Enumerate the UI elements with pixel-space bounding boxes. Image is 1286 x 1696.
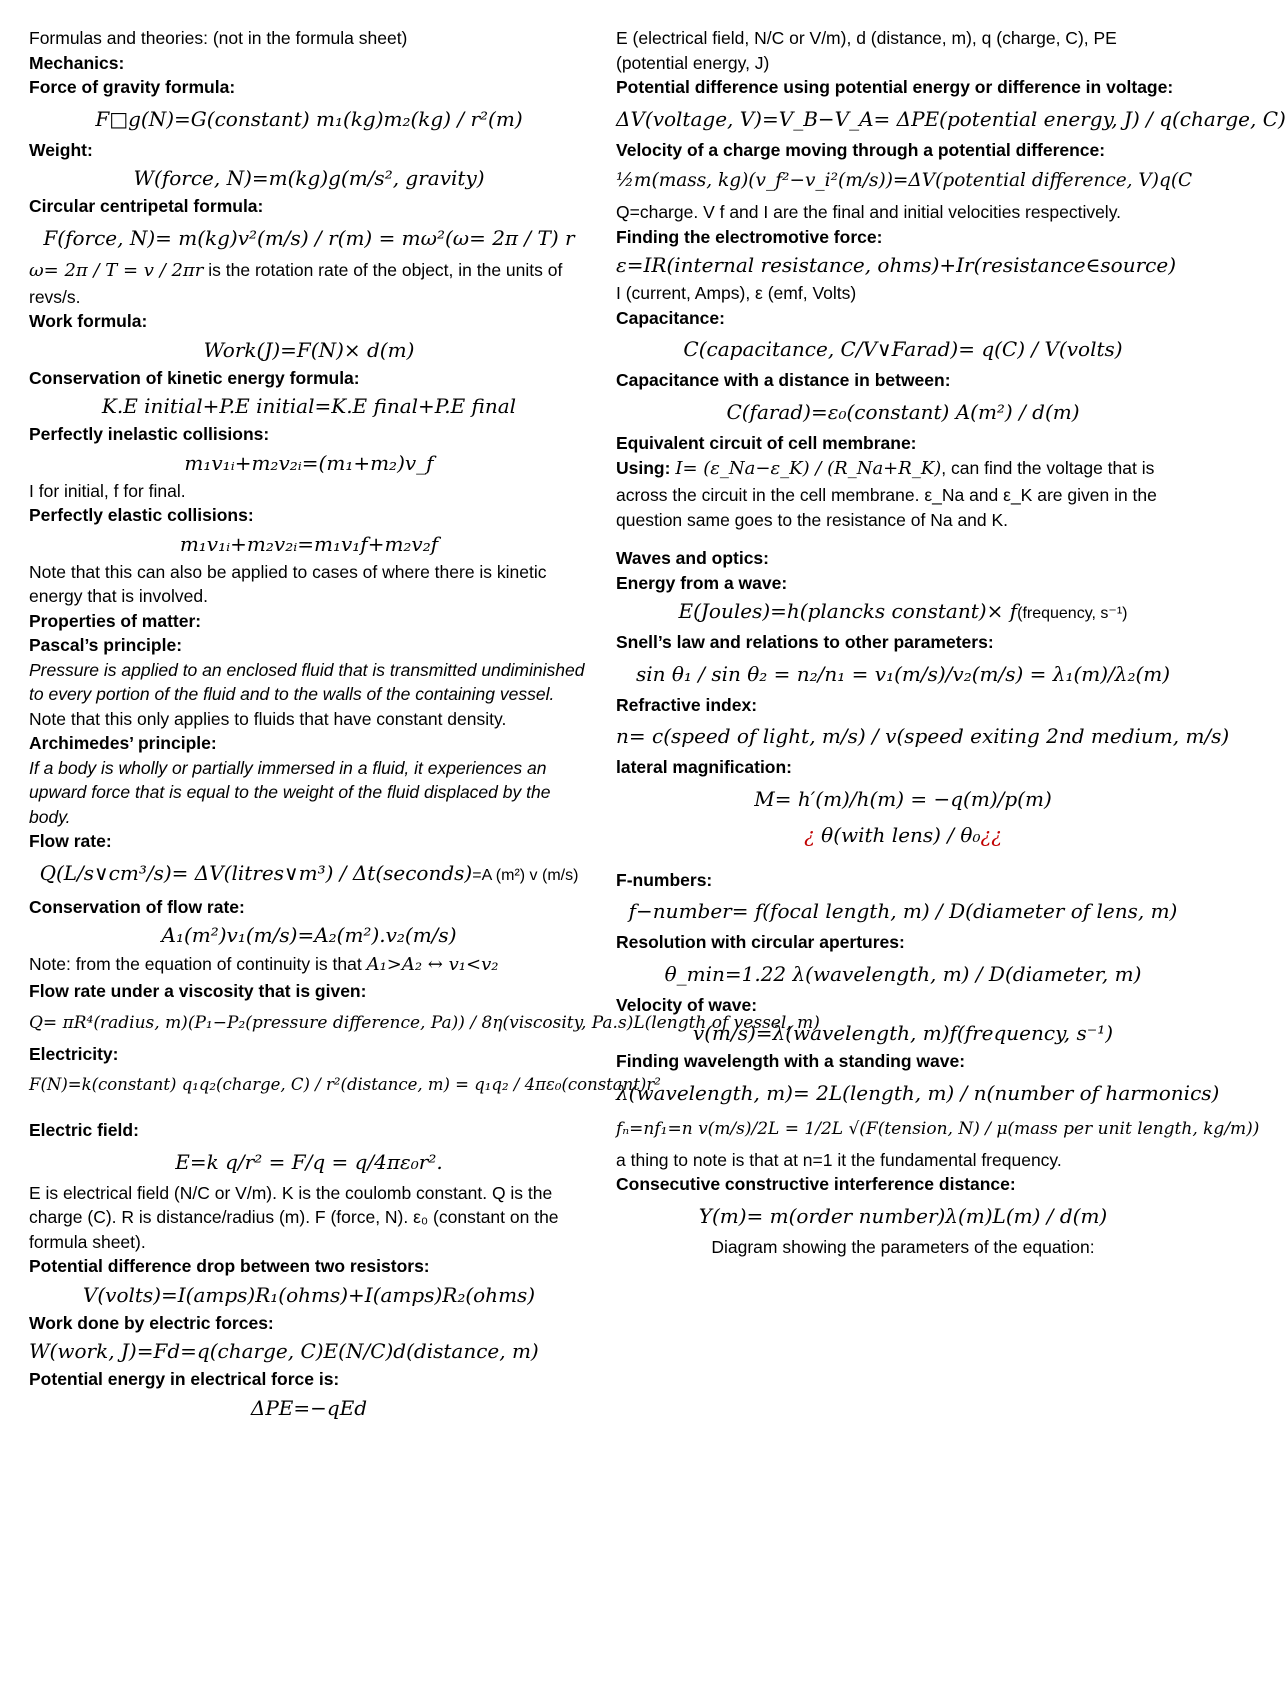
continued-definitions: E (electrical field, N/C or V/m), d (distance, m), q (charge, C), PE (potential energy, J) (616, 28, 1117, 73)
heading-wave-energy: Energy from a wave: (616, 572, 788, 593)
heading-flow: Flow rate: (29, 831, 112, 851)
archimedes-statement: If a body is wholly or partially immersed in a fluid, it experiences an upward force that is equal to the weight of the fluid displaced by the body. (29, 757, 551, 827)
equation-wave-energy-main: E(Joules)=h(plancks constant)× f (678, 599, 1018, 623)
heading-interference: Consecutive constructive interference distance: (616, 1174, 1016, 1194)
membrane-using: Using: (616, 458, 671, 478)
equation-field: E=k q/r² = F/q = q/4πε₀r². (175, 1149, 443, 1174)
equation-angular-magnification-main: θ(with lens) / θ₀ (821, 822, 981, 847)
equation-cflow: A₁(m²)v₁(m/s)=A₂(m²).v₂(m/s) (161, 923, 457, 947)
heading-elastic: Perfectly elastic collisions: (29, 505, 254, 525)
elastic-note: Note that this can also be applied to cases of where there is kinetic energy that is involved. (29, 561, 547, 606)
pascal-note: Note that this only applies to fluids that have constant density. (29, 708, 507, 729)
equation-work-done: W(work, J)=Fd=q(charge, C)E(N/C)d(distance, m) (29, 1339, 539, 1363)
equation-pd-pe: ΔV(voltage, V)=V_B−V_A= ΔPE(potential energy, J) / q(charge, C) (616, 106, 1286, 131)
heading-resolution: Resolution with circular apertures: (616, 932, 905, 952)
unknown-glyph-double: ¿¿ (980, 822, 1002, 847)
heading-snell: Snell’s law and relations to other parameters: (616, 632, 994, 652)
equation-inelastic: m₁v₁ᵢ+m₂v₂ᵢ=(m₁+m₂)v_f (184, 450, 434, 475)
equation-harmonic-frequency: fₙ=nf₁=n v(m/s)/2L = 1/2L √(F(tension, N) / μ(mass per unit length, kg/m)) (616, 1118, 1260, 1139)
equation-flow-main: Q(L/s∨cm³/s)= ΔV(litres∨m³) / Δt(seconds) (39, 860, 473, 885)
standing-wave-note: a thing to note is that at n=1 it the fundamental frequency. (616, 1149, 1062, 1170)
equation-pd: V(volts)=I(amps)R₁(ohms)+I(amps)R₂(ohms) (82, 1282, 536, 1307)
heading-capacitance: Capacitance: (616, 307, 725, 328)
spacer (616, 854, 1190, 868)
heading-electricity: Electricity: (29, 1043, 119, 1064)
velocity-note: Q=charge. V f and I are the final and initial velocities respectively. (616, 202, 1122, 222)
intro-text: Formulas and theories: (not in the formula sheet) (29, 28, 408, 48)
membrane-text: , can find the voltage that is across the circuit in the cell membrane. ε_Na and ε_K are given in the question same goes to the resistance of Na and K. (616, 458, 1157, 530)
cflow-note: Note: from the equation of continuity is that (29, 954, 362, 974)
equation-flow-tail: =A (m²) v (m/s) (472, 866, 579, 884)
heading-lateral-magnification: lateral magnification: (616, 757, 793, 777)
equation-interference: Y(m)= m(order number)λ(m)L(m) / d(m) (698, 1203, 1108, 1228)
equation-capacitance: C(capacitance, C/V∨Farad)= q(C) / V(volts) (683, 337, 1123, 361)
heading-circular: Circular centripetal formula: (29, 196, 264, 216)
equation-refractive-index: n= c(speed of light, m/s) / v(speed exiting 2nd medium, m/s) (616, 724, 1230, 748)
heading-matter: Properties of matter: (29, 610, 202, 631)
equation-pe: ΔPE=−qEd (250, 1395, 368, 1420)
equation-work: Work(J)=F(N)× d(m) (203, 337, 415, 362)
heading-standing-wave: Finding wavelength with a standing wave: (616, 1051, 966, 1071)
heading-field: Electric field: (29, 1120, 139, 1140)
equation-gravity: F□g(N)=G(constant) m₁(kg)m₂(kg) / r²(m) (95, 106, 523, 131)
heading-inelastic: Perfectly inelastic collisions: (29, 424, 270, 444)
heading-capacitance-distance: Capacitance with a distance in between: (616, 370, 951, 390)
equation-omega: ω= 2π / T = v / 2πr (29, 259, 204, 281)
heading-pd-pe: Potential difference using potential energy or difference in voltage: (616, 77, 1174, 97)
equation-wave-energy (616, 597, 1190, 628)
heading-refractive-index: Refractive index: (616, 694, 758, 715)
heading-pascal: Pascal’s principle: (29, 635, 183, 655)
omega-text: is the rotation rate of the object, in the units of revs/s. (29, 259, 563, 307)
heading-wave-velocity: Velocity of wave: (616, 994, 758, 1015)
membrane-paragraph (616, 455, 1190, 532)
heading-work: Work formula: (29, 311, 148, 331)
right-column (616, 26, 1286, 1259)
equation-coulomb: F(N)=k(constant) q₁q₂(charge, C) / r²(distance, m) = q₁q₂ / 4πε₀(constant)r² (29, 1075, 661, 1094)
heading-work-done: Work done by electric forces: (29, 1312, 274, 1333)
heading-cflow: Conservation of flow rate: (29, 896, 245, 917)
equation-viscosity: Q= πR⁴(radius, m)(P₁−P₂(pressure difference, Pa)) / 8η(viscosity, Pa.s)L(length of vessel, m) (29, 1012, 820, 1033)
equation-capacitance-distance: C(farad)=ε₀(constant) A(m²) / d(m) (726, 399, 1080, 424)
heading-velocity-charge: Velocity of a charge moving through a potential difference: (616, 139, 1106, 160)
equation-weight: W(force, N)=m(kg)g(m/s², gravity) (133, 166, 485, 190)
equation-snell: sin θ₁ / sin θ₂ = n₂/n₁ = v₁(m/s)/v₂(m/s) = λ₁(m)/λ₂(m) (635, 661, 1171, 686)
equation-standing-wave: λ(wavelength, m)= 2L(length, m) / n(number of harmonics) (616, 1080, 1220, 1105)
equation-flow (29, 856, 589, 893)
equation-resolution: θ_min=1.22 λ(wavelength, m) / D(diameter, m) (664, 961, 1142, 986)
equation-cflow-note: A₁>A₂ ↔ v₁<v₂ (366, 954, 499, 975)
cflow-note-paragraph (29, 951, 589, 979)
equation-lateral-magnification: M= h′(m)/h(m) = −q(m)/p(m) (754, 786, 1052, 811)
spacer (29, 1104, 589, 1118)
section-heading-mechanics: Mechanics: (29, 52, 125, 73)
inelastic-note: I for initial, f for final. (29, 480, 186, 501)
equation-membrane: I= (ε_Na−ε_K) / (R_Na+R_K) (675, 458, 942, 479)
equation-circular: F(force, N)= m(kg)v²(m/s) / r(m) = mω²(ω= 2π / T) r (43, 225, 575, 250)
heading-f-numbers: F-numbers: (616, 869, 713, 890)
heading-viscosity: Flow rate under a viscosity that is given: (29, 981, 367, 1001)
pascal-paragraph (29, 658, 589, 732)
equation-angular-magnification (616, 818, 1190, 852)
equation-wave-velocity: v(m/s)=λ(wavelength, m)f(frequency, s⁻¹) (692, 1021, 1114, 1045)
heading-weight: Weight: (29, 139, 93, 160)
field-note: E is electrical field (N/C or V/m). K is the coulomb constant. Q is the charge (C). R is distance/radius (m). F (force, N). ε₀ (constant on the formula sheet). (29, 1182, 559, 1252)
heading-membrane: Equivalent circuit of cell membrane: (616, 432, 917, 453)
equation-wave-energy-tail: (frequency, s⁻¹) (1017, 605, 1128, 622)
equation-velocity-charge: ½m(mass, kg)(v_f²−v_i²(m/s))=ΔV(potential difference, V)q(C (616, 170, 1193, 191)
emf-note: I (current, Amps), ε (emf, Volts) (616, 283, 857, 303)
heading-emf: Finding the electromotive force: (616, 226, 883, 247)
heading-archimedes: Archimedes’ principle: (29, 733, 217, 753)
equation-elastic: m₁v₁ᵢ+m₂v₂ᵢ=m₁v₁f+m₂v₂f (179, 531, 439, 556)
omega-paragraph (29, 257, 589, 310)
section-heading-waves: Waves and optics: (616, 548, 769, 568)
pascal-statement: Pressure is applied to an enclosed fluid that is transmitted undiminished to every portion of the fluid and to the walls of the containing vessel. (29, 659, 585, 704)
heading-pe: Potential energy in electrical force is: (29, 1369, 340, 1389)
heading-pd: Potential difference drop between two resistors: (29, 1256, 430, 1276)
equation-emf: ε=IR(internal resistance, ohms)+Ir(resistance∈source) (616, 253, 1176, 277)
equation-cke: K.E initial+P.E initial=K.E final+P.E final (101, 394, 517, 418)
diagram-note: Diagram showing the parameters of the equation: (711, 1236, 1095, 1257)
equation-f-number: f−number= f(focal length, m) / D(diameter of lens, m) (628, 899, 1178, 923)
spacer (616, 532, 1190, 546)
heading-cke: Conservation of kinetic energy formula: (29, 367, 360, 388)
heading-gravity: Force of gravity formula: (29, 77, 236, 97)
unknown-glyph: ¿ (804, 822, 815, 847)
